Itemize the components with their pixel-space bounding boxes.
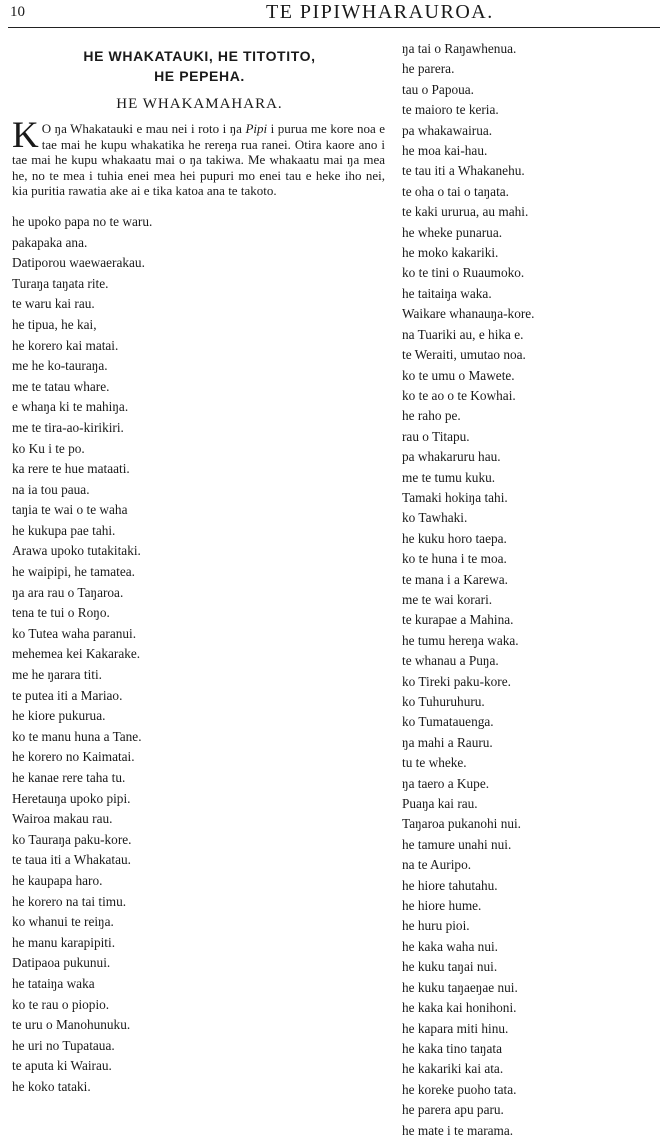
saying-line: Wairoa makau rau. <box>12 811 113 827</box>
saying-line: he kaka waha nui. <box>402 938 498 954</box>
saying-line: tau o Papoua. <box>402 81 475 97</box>
saying-line: he moa kai-hau. <box>402 143 488 159</box>
saying-line: he koko tataki. <box>12 1078 91 1094</box>
saying-line: tu te wheke. <box>402 755 467 771</box>
saying-line: te kaki ururua, au mahi. <box>402 204 529 220</box>
saying-line: me te wai korari. <box>402 591 493 607</box>
saying-line: he wheke punarua. <box>402 224 503 240</box>
saying-line: Turaŋa taŋata rite. <box>12 275 109 291</box>
article-subtitle: HE WHAKAMAHARA. <box>116 96 283 112</box>
left-saying-list <box>12 212 387 1098</box>
saying-line: te aputa ki Wairau. <box>12 1058 112 1074</box>
saying-line: me he ŋarara titi. <box>12 667 103 683</box>
saying-line: me te tira-ao-kirikiri. <box>12 419 124 435</box>
saying-line: ko Tireki paku-kore. <box>402 673 511 689</box>
saying-line: na Tuariki au, e hika e. <box>402 326 524 342</box>
saying-line: Datiporou waewaerakau. <box>12 255 145 271</box>
saying-line: he taitaiŋa waka. <box>402 285 492 301</box>
saying-line: ŋa ara rau o Taŋaroa. <box>12 584 124 600</box>
right-saying-list <box>402 39 664 1141</box>
saying-line: te kurapae a Mahina. <box>402 612 514 628</box>
saying-line: he korero na tai timu. <box>12 893 127 909</box>
saying-line: ko Tauraŋa paku-kore. <box>12 831 132 847</box>
saying-line: na te Auripo. <box>402 857 472 873</box>
saying-line: he kuku taŋai nui. <box>402 959 498 975</box>
saying-line: he kaka tino taŋata <box>402 1040 502 1056</box>
saying-line: te uru o Manohunuku. <box>12 1017 131 1033</box>
saying-line: pakapaka ana. <box>12 234 88 250</box>
saying-line: me te tumu kuku. <box>402 469 496 485</box>
saying-line: ko Tumatauenga. <box>402 714 494 730</box>
saying-line: ko whanui te reiŋa. <box>12 914 114 930</box>
saying-line: Waikare whanauŋa-kore. <box>402 306 535 322</box>
saying-line: he tipua, he kai, <box>12 316 97 332</box>
saying-line: he korero kai matai. <box>12 337 119 353</box>
saying-line: te oha o tai o taŋata. <box>402 183 509 199</box>
saying-line: he tumu hereŋa waka. <box>402 632 519 648</box>
saying-line: he upoko papa no te waru. <box>12 213 153 229</box>
saying-line: ko Tutea waha paranui. <box>12 625 137 641</box>
saying-line: he koreke puoho tata. <box>402 1081 517 1097</box>
saying-line: he kuku horo taepa. <box>402 530 507 546</box>
saying-line: he kaupapa haro. <box>12 872 103 888</box>
saying-line: he tataiŋa waka <box>12 975 95 991</box>
saying-line: Arawa upoko tutakitaki. <box>12 543 141 559</box>
saying-line: Heretauŋa upoko pipi. <box>12 790 131 806</box>
saying-line: te maioro te keria. <box>402 102 499 118</box>
saying-line: Datipaoa pukunui. <box>12 955 111 971</box>
saying-line: ko te ao o te Kowhai. <box>402 387 516 403</box>
saying-line: ko te manu huna a Tane. <box>12 728 142 744</box>
saying-line: he kapara miti hinu. <box>402 1020 509 1036</box>
intro-text-rest: i purua me kore noa e tae mai he kupu whakatika he rereŋa rua ranei. Otira kaore ano i tae mai he kupu whakaatu mai o ŋa takiwa. Me whakaatu mai ŋa mea he, no te mea i tuhia enei mea hei pupuri mo enei tau e heke iho nei, kia puritia rawatia ake ai e tika katoa ana te takoto. <box>12 121 385 199</box>
saying-line: te putea iti a Mariao. <box>12 687 123 703</box>
saying-line: he kukupa pae tahi. <box>12 522 116 538</box>
saying-line: pa whakaruru hau. <box>402 449 501 465</box>
saying-line: he mate i te marama. <box>402 1122 514 1138</box>
saying-line: te whanau a Puŋa. <box>402 653 499 669</box>
saying-line: he huru pioi. <box>402 918 470 934</box>
saying-line: he korero no Kaimatai. <box>12 749 135 765</box>
saying-line: he moko kakariki. <box>402 245 499 261</box>
article-title-line-2: HE PEPEHA. <box>154 68 245 84</box>
saying-line: Tamaki hokiŋa tahi. <box>402 489 508 505</box>
saying-line: ŋa taero a Kupe. <box>402 775 490 791</box>
saying-line: mehemea kei Kakarake. <box>12 646 141 662</box>
saying-line: ko te rau o piopio. <box>12 996 110 1012</box>
saying-line: me te tatau whare. <box>12 378 110 394</box>
saying-line: he tamure unahi nui. <box>402 836 512 852</box>
saying-line: taŋia te wai o te waha <box>12 502 128 518</box>
page-number: 10 <box>10 4 25 20</box>
saying-line: he waipipi, he tamatea. <box>12 564 135 580</box>
saying-line: tena te tui o Roŋo. <box>12 605 110 621</box>
saying-line: ko Tawhaki. <box>402 510 468 526</box>
saying-line: te Weraiti, umutao noa. <box>402 347 526 363</box>
intro-text-start: O ŋa Whakatauki e mau nei i roto i ŋa <box>41 121 246 136</box>
saying-line: he uri no Tupataua. <box>12 1037 115 1053</box>
article-title-line-1: HE WHAKATAUKI, HE TITOTITO, <box>83 48 316 64</box>
saying-line: he kuku taŋaeŋae nui. <box>402 979 518 995</box>
saying-line: ŋa mahi a Rauru. <box>402 734 493 750</box>
saying-line: he kakariki kai ata. <box>402 1061 504 1077</box>
saying-line: ko Ku i te po. <box>12 440 85 456</box>
saying-line: te taua iti a Whakatau. <box>12 852 132 868</box>
intro-paragraph <box>12 115 385 199</box>
right-column <box>402 39 664 1141</box>
saying-line: na ia tou paua. <box>12 481 90 497</box>
saying-line: he kanae rere taha tu. <box>12 770 126 785</box>
saying-line: ŋa tai o Raŋawhenua. <box>402 41 517 56</box>
saying-line: me he ko-tauraŋa. <box>12 358 108 374</box>
saying-line: Taŋaroa pukanohi nui. <box>402 816 522 832</box>
saying-line: Puaŋa kai rau. <box>402 796 478 812</box>
saying-line: rau o Titapu. <box>402 428 470 444</box>
saying-line: e whaŋa ki te mahiŋa. <box>12 399 129 415</box>
saying-line: he hiore hume. <box>402 898 482 914</box>
saying-line: he kaka kai honihoni. <box>402 1000 517 1016</box>
drop-cap: K <box>12 115 39 156</box>
saying-line: ko te tini o Ruaumoko. <box>402 265 525 281</box>
intro-italic-word: Pipi <box>245 121 268 136</box>
saying-line: he parera. <box>402 61 455 77</box>
saying-line: te waru kai rau. <box>12 296 95 312</box>
saying-line: he hiore tahutahu. <box>402 877 498 893</box>
saying-line: he manu karapipiti. <box>12 934 116 950</box>
saying-line: te tau iti a Whakanehu. <box>402 163 525 179</box>
saying-line: ko te huna i te moa. <box>402 551 507 567</box>
article-title <box>12 46 387 86</box>
saying-line: te mana i a Karewa. <box>402 571 508 587</box>
saying-line: ka rere te hue mataati. <box>12 461 130 477</box>
left-column <box>12 46 387 1098</box>
saying-line: ko te umu o Mawete. <box>402 367 515 383</box>
saying-line: pa whakawairua. <box>402 122 493 138</box>
saying-line: he parera apu paru. <box>402 1102 504 1118</box>
running-head: TE PIPIWHARAUROA. <box>266 1 494 23</box>
saying-line: he kiore pukurua. <box>12 708 106 724</box>
saying-line: ko Tuhuruhuru. <box>402 694 485 709</box>
saying-line: he raho pe. <box>402 408 461 424</box>
header-rule <box>8 27 660 28</box>
